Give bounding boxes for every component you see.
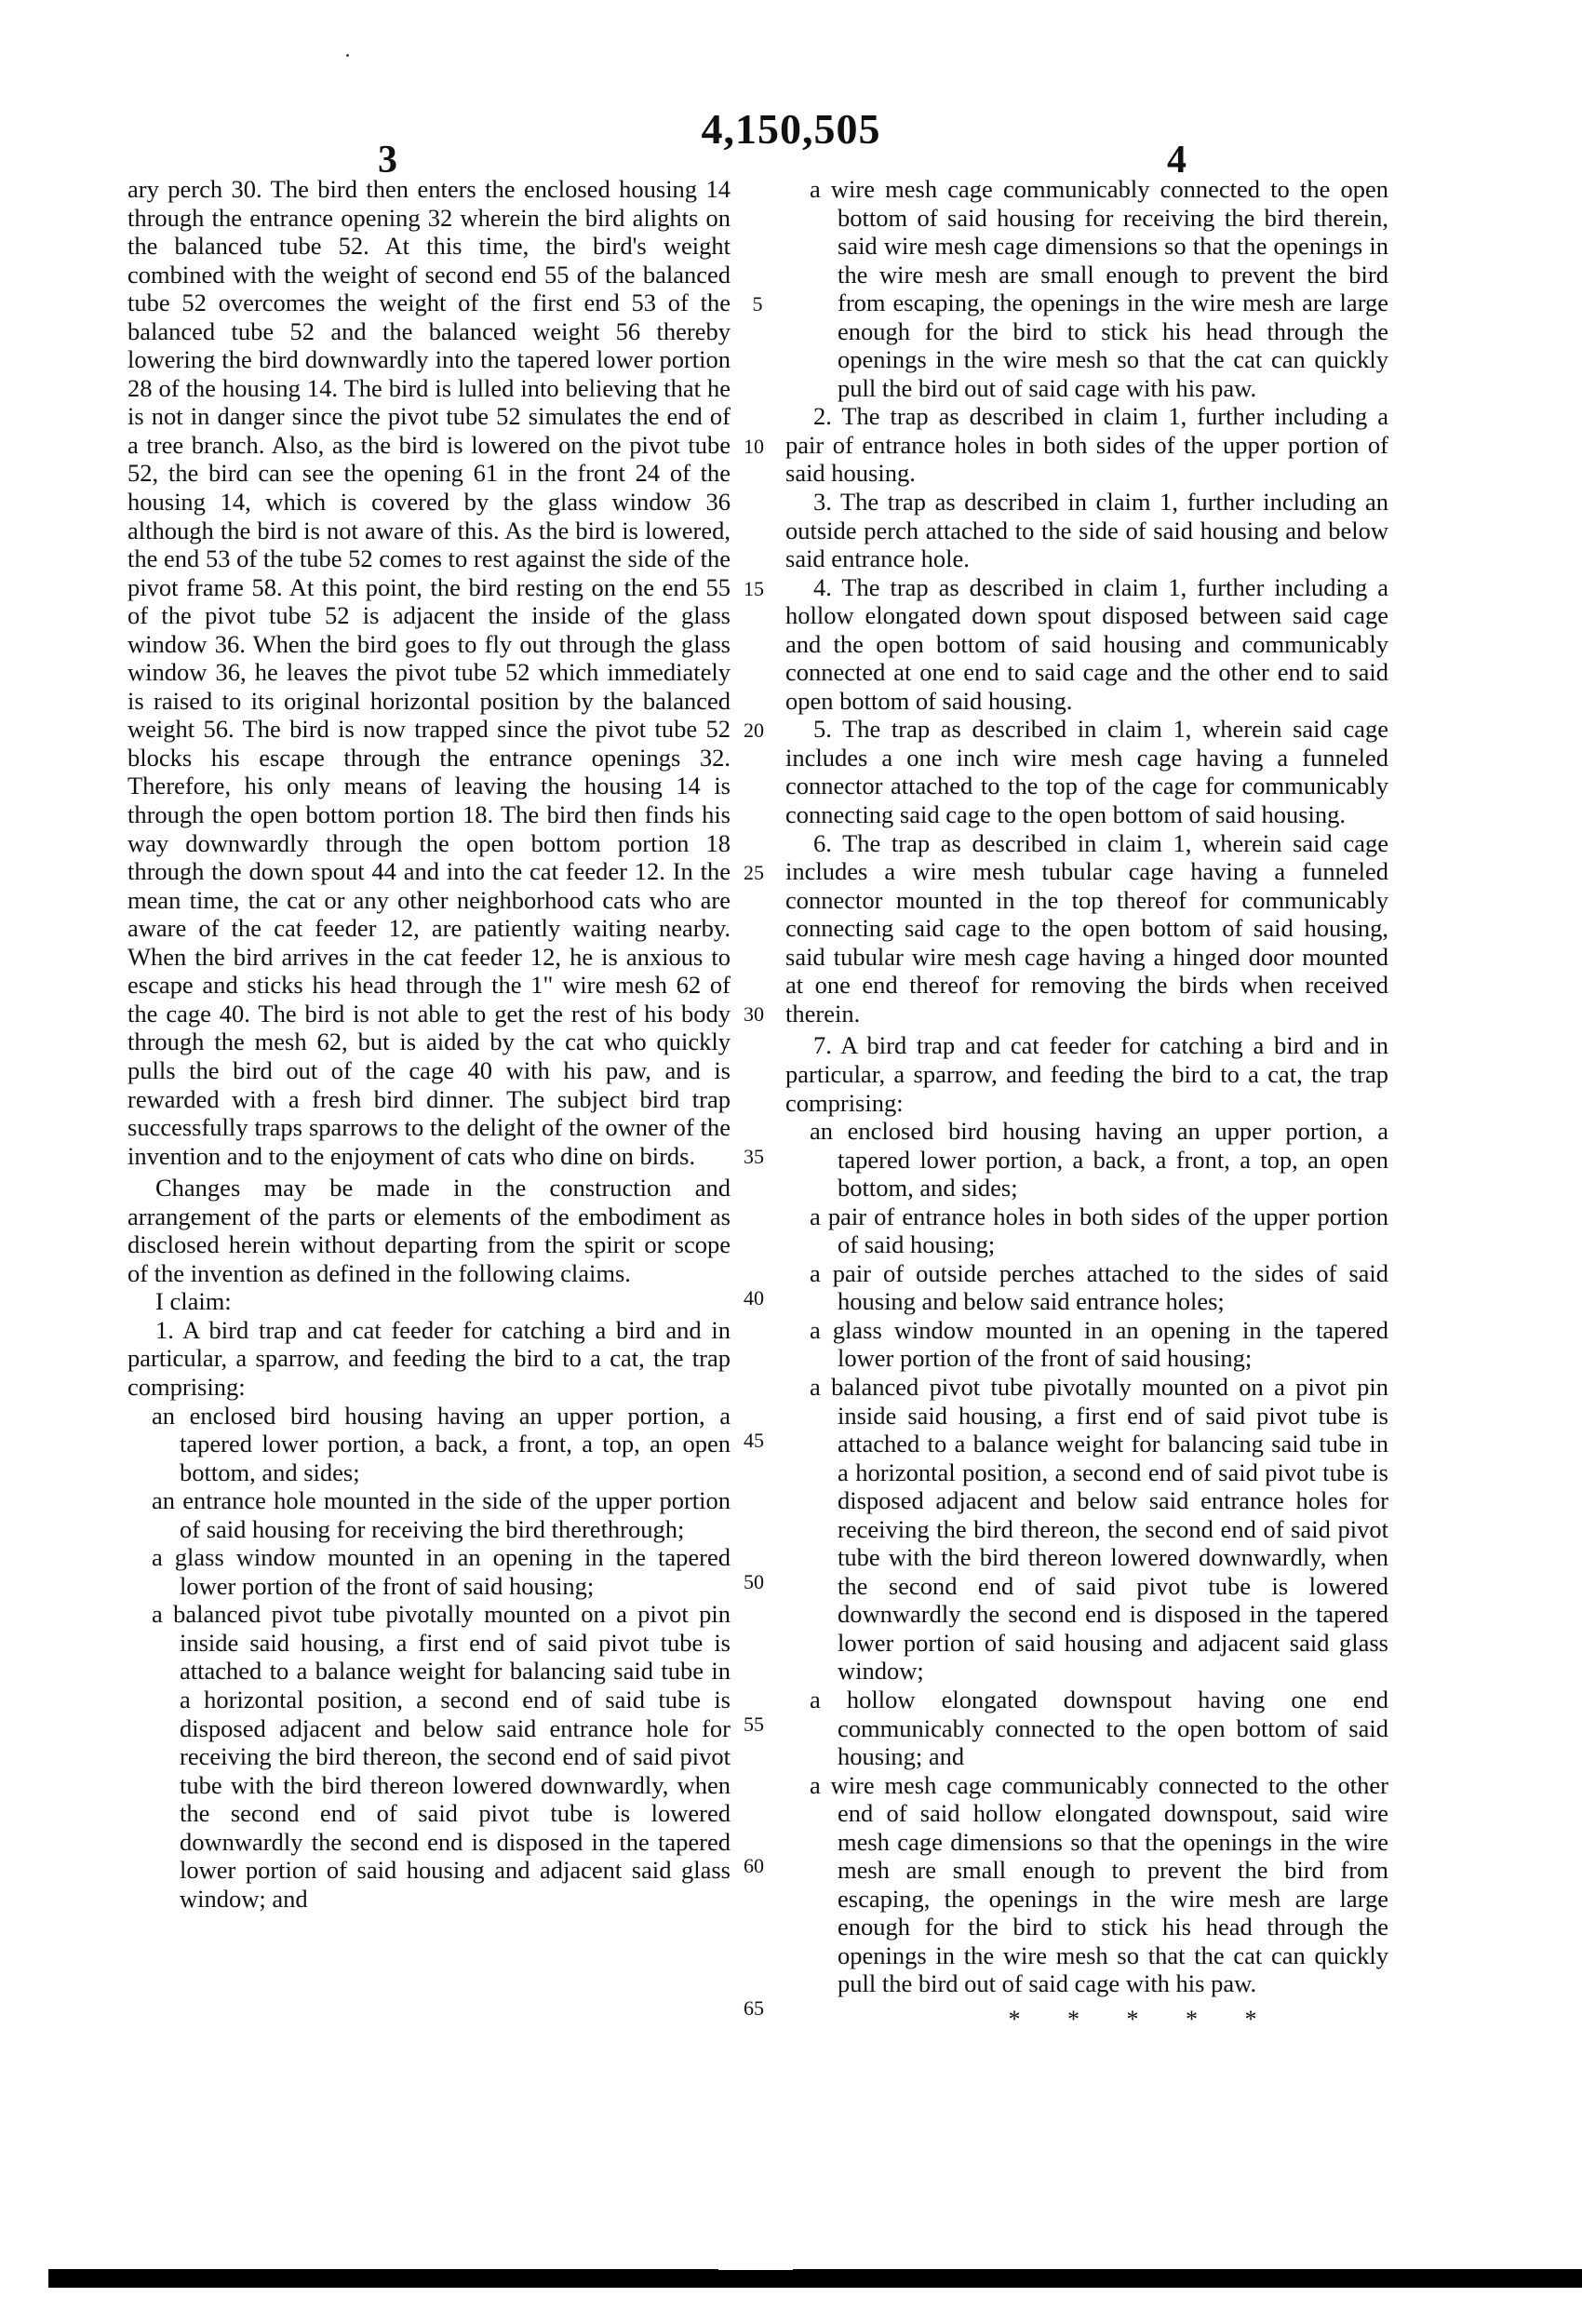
claim-7-element: a pair of entrance holes in both sides of the upper portion of said housing; bbox=[810, 1202, 1388, 1259]
line-number: 10 bbox=[744, 435, 764, 458]
end-of-document-marker: * * * * * bbox=[1008, 2006, 1278, 2033]
claim-7-element: a glass window mounted in an opening in the tapered lower portion of the front of said housing; bbox=[810, 1315, 1388, 1373]
claim-7-element: an enclosed bird housing having an upper portion, a tapered lower portion, a back, a front, a top, an open bottom, and sides; bbox=[810, 1117, 1388, 1202]
left-text-column bbox=[127, 175, 731, 1913]
claim-1-element: an enclosed bird housing having an upper portion, a tapered lower portion, a back, a front, a top, an open bottom, and sides; bbox=[152, 1401, 731, 1486]
right-column-number: 4 bbox=[1167, 139, 1186, 181]
i-claim-label: I claim: bbox=[155, 1287, 232, 1316]
claim-6: 6. The trap as described in claim 1, wherein said cage includes a wire mesh tubular cage having a funneled connector mounted in the top thereof for communicably connecting said cage to the open bottom of said housing, said tubular wire mesh cage having a hinged door mounted at one end thereof for removing the birds when received therein. bbox=[785, 828, 1388, 1028]
patent-number: 4,150,505 bbox=[701, 105, 881, 153]
line-number: 65 bbox=[744, 1996, 764, 2020]
line-number: 25 bbox=[744, 861, 764, 884]
claim-1-element: a glass window mounted in an opening in the tapered lower portion of the front of said housing; bbox=[152, 1543, 731, 1600]
line-number: 30 bbox=[744, 1002, 764, 1026]
claim-1-final-element: a wire mesh cage communicably connected to the open bottom of said housing for receiving the bird therein, said wire mesh cage dimensions so that the openings in the wire mesh are small enough to prevent the bird from escaping, the openings in the wire mesh are large enough for the bird to stick his head through the openings in the wire mesh so that the cat can quickly pull the bird out of said cage with his paw. bbox=[810, 175, 1388, 402]
description-continuation: ary perch 30. The bird then enters the enclosed housing 14 through the entrance opening 32 wherein the bird alights on the balanced tube 52. At this time, the bird's weight combined with the weight of second end 55 of the balanced tube 52 overcomes the weight of the first end 53 of the balanced tube 52 and the balanced weight 56 thereby lowering the bird downwardly into the tapered lower portion 28 of the housing 14. The bird is lulled into believing that he is not in danger since the pivot tube 52 simulates the end of a tree branch. Also, as the bird is lowered on the pivot tube 52, the bird can see the opening 61 in the front 24 of the housing 14, which is covered by the glass window 36 although the bird is not aware of this. As the bird is lowered, the end 53 of the tube 52 comes to rest against the side of the pivot frame 58. At this point, the bird resting on the end 55 of the pivot tube 52 is adjacent the inside of the glass window 36. When the bird goes to fly out through the glass window 36, he leaves the pivot tube 52 which immediately is raised to its original horizontal position by the balanced weight 56. The bird is now trapped since the pivot tube 52 blocks his escape through the entrance openings 32. Therefore, his only means of leaving the housing 14 is through the open bottom portion 18. The bird then finds his way downwardly through the open bottom portion 18 through the down spout 44 and into the cat feeder 12. In the mean time, the cat or any other neighborhood cats who are aware of the cat feeder 12, are patiently waiting nearby. When the bird arrives in the cat feeder 12, he is anxious to escape and sticks his head through the 1" wire mesh 62 of the cage 40. The bird is not able to get the rest of his body through the mesh 62, but is aided by the cat who quickly pulls the bird out of the cage 40 with his paw, and is rewarded with a fresh bird dinner. The subject bird trap successfully traps sparrows to the delight of the owner of the invention and to the enjoyment of cats who dine on birds. bbox=[127, 175, 731, 1170]
claim-3: 3. The trap as described in claim 1, further including an outside perch attached to the side of said housing and below said entrance hole. bbox=[785, 488, 1388, 573]
claim-7-element: a balanced pivot tube pivotally mounted on a pivot pin inside said housing, a first end of said pivot tube is attached to a balance weight for balancing said tube in a horizontal position, a second end of said pivot tube is disposed adjacent and below said entrance holes for receiving the bird thereon, the second end of said pivot tube with the bird thereon lowered downwardly, when the second end of said pivot tube is lowered downwardly the second end is disposed in the tapered lower portion of said housing and adjacent said glass window; bbox=[810, 1372, 1388, 1686]
line-number: 50 bbox=[744, 1570, 764, 1593]
claim-7-intro: 7. A bird trap and cat feeder for catching a bird and in particular, a sparrow, and feeding the bird to a cat, the trap comprising: bbox=[785, 1031, 1388, 1117]
claim-5: 5. The trap as described in claim 1, wherein said cage includes a one inch wire mesh cage having a funneled connector attached to the top of the cage for communicably connecting said cage to the open bottom of said housing. bbox=[785, 715, 1388, 829]
bottom-rule-notch bbox=[718, 2266, 793, 2270]
bottom-rule bbox=[48, 2269, 1582, 2288]
claim-1-element: an entrance hole mounted in the side of the upper portion of said housing for receiving the bird therethrough; bbox=[152, 1486, 731, 1543]
claim-4: 4. The trap as described in claim 1, further including a hollow elongated down spout disposed between said cage and the open bottom of said housing and communicably connected at one end to said cage and the other end to said open bottom of said housing. bbox=[785, 572, 1388, 715]
line-number: 40 bbox=[744, 1286, 764, 1310]
claim-7-element: a hollow elongated downspout having one end communicably connected to the open bottom of said housing; and bbox=[810, 1685, 1388, 1771]
claim-7-element: a wire mesh cage communicably connected to the other end of said hollow elongated downspout, said wire mesh cage dimensions so that the openings in the wire mesh are small enough to prevent the bird from escaping, the openings in the wire mesh are large enough for the bird to stick his head through the openings in the wire mesh so that the cat can quickly pull the bird out of said cage with his paw. bbox=[810, 1770, 1388, 1998]
line-number: 45 bbox=[744, 1429, 764, 1452]
line-number: 20 bbox=[744, 719, 764, 742]
claim-1-element: a balanced pivot tube pivotally mounted on a pivot pin inside said housing, a first end of said pivot tube is attached to a balance weight for balancing said tube in a horizontal position, a second end of said tube is disposed adjacent and below said entrance hole for receiving the bird thereon, the second end of said pivot tube with the bird thereon lowered downwardly, when the second end of said pivot tube is lowered downwardly the second end is disposed in the tapered lower portion of said housing and adjacent said glass window; and bbox=[152, 1600, 731, 1913]
line-number: 55 bbox=[744, 1713, 764, 1736]
line-number: 60 bbox=[744, 1854, 764, 1877]
claim-1-intro: 1. A bird trap and cat feeder for catching a bird and in particular, a sparrow, and feeding the bird to a cat, the trap comprising: bbox=[127, 1315, 731, 1401]
line-number: 15 bbox=[744, 577, 764, 600]
changes-paragraph: Changes may be made in the construction and arrangement of the parts or elements of the embodiment as disclosed herein without departing from the spirit or scope of the invention as defined in the following claims. bbox=[127, 1174, 731, 1287]
line-number: 35 bbox=[744, 1145, 764, 1168]
line-number: 5 bbox=[752, 292, 763, 316]
right-text-column bbox=[785, 175, 1388, 2035]
claim-2: 2. The trap as described in claim 1, further including a pair of entrance holes in both sides of the upper portion of said housing. bbox=[785, 402, 1388, 488]
claim-7-element: a pair of outside perches attached to the sides of said housing and below said entrance holes; bbox=[810, 1258, 1388, 1316]
scan-speck bbox=[346, 54, 349, 57]
left-column-number: 3 bbox=[378, 139, 397, 181]
